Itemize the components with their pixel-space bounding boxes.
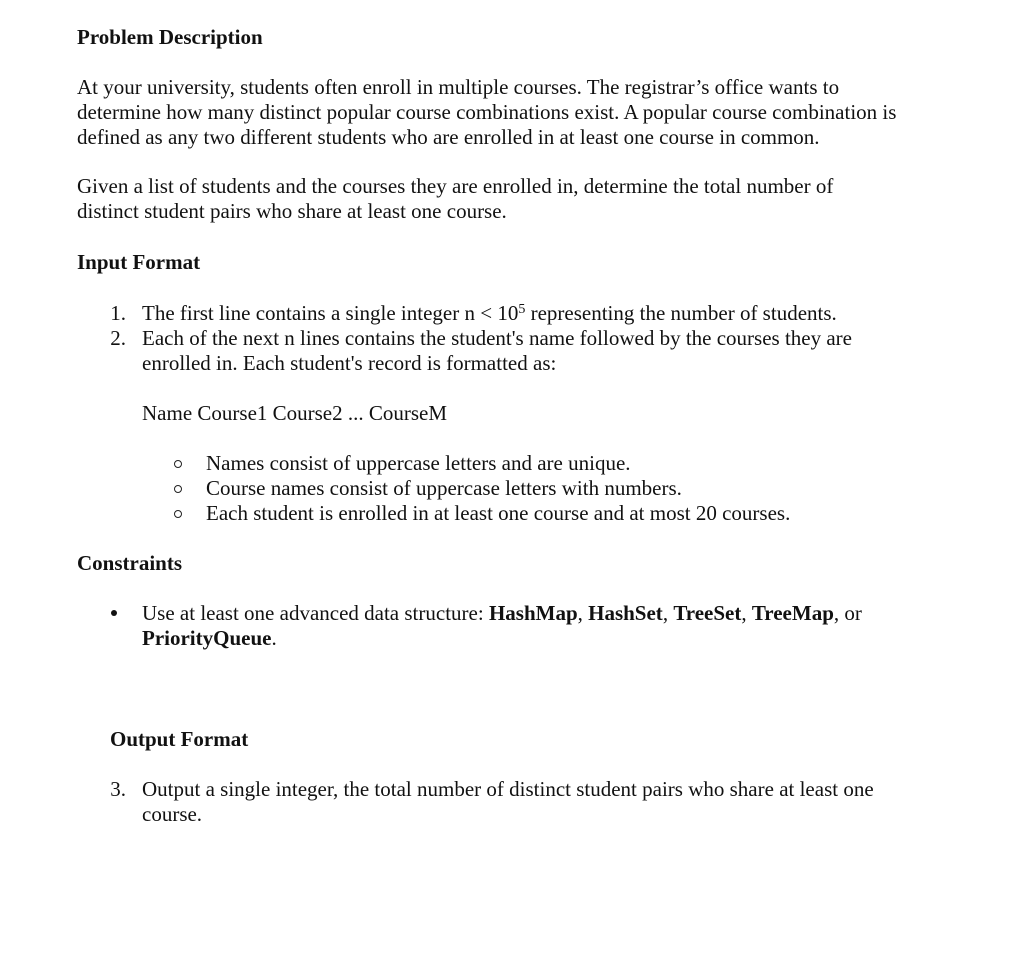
output-item-text: Output a single integer, the total number of distinct student pairs who share at least one course. [142, 777, 874, 826]
bullet-icon [111, 610, 117, 616]
input-item-2-text: Each of the next n lines contains the student's name followed by the courses they are enrolled in. Each student's record is formatted as: [142, 326, 852, 375]
list-marker: 2. [110, 326, 126, 350]
circle-bullet-icon [174, 460, 182, 468]
list-marker: 1. [110, 301, 126, 325]
sub-item-3: Each student is enrolled in at least one course and at most 20 courses. [206, 501, 791, 525]
problem-description-heading: Problem Description [77, 25, 263, 49]
problem-paragraph-1: At your university, students often enroll in multiple courses. The registrar’s office wants to determine how many distinct popular course combinations exist. A popular course combination is defined as any two different students who are enrolled in at least one course in common. [77, 75, 897, 149]
circle-bullet-icon [174, 510, 182, 518]
input-item-1-text: The first line contains a single integer $n < 10^5$ representing the number of students. [142, 301, 837, 325]
record-format-line: Name Course1 Course2 ... CourseM [142, 401, 448, 425]
sub-item-2: Course names consist of uppercase letters with numbers. [206, 476, 682, 500]
output-format-heading: Output Format [110, 727, 249, 751]
constraints-heading: Constraints [77, 551, 183, 575]
input-format-heading: Input Format [77, 250, 201, 274]
problem-paragraph-2: Given a list of students and the courses they are enrolled in, determine the total number of distinct student pairs who share at least one course. [77, 174, 834, 223]
sub-item-1: Names consist of uppercase letters and are unique. [206, 451, 631, 475]
list-marker: 3. [110, 777, 126, 801]
circle-bullet-icon [174, 485, 182, 493]
constraints-text: Use at least one advanced data structure: HashMap, HashSet, TreeSet, TreeMap, or PriorityQueue. [142, 601, 862, 650]
